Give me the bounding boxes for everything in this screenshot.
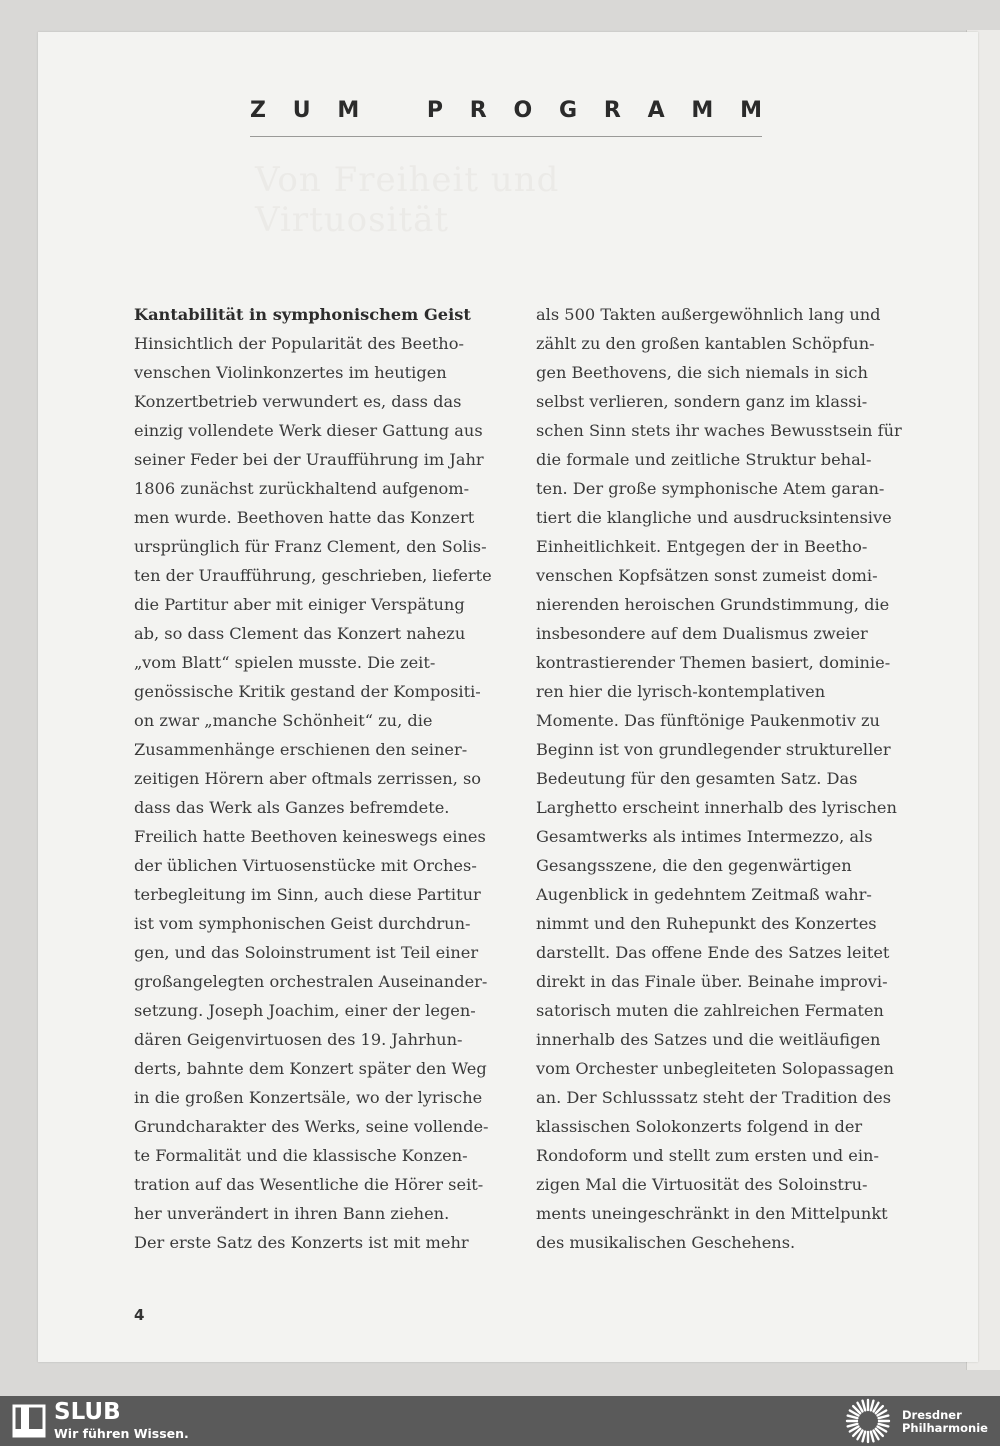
text-column-left: [134, 300, 492, 1257]
slub-logo-icon: [12, 1404, 46, 1438]
text-line-right: selbst verlieren, sondern ganz im klassi-: [536, 392, 868, 411]
text-line-right: nimmt und den Ruhepunkt des Konzertes: [536, 914, 877, 933]
partner-name-line2: Philharmonie: [902, 1421, 988, 1435]
text-line-left: Zusammenhänge erschienen den seiner-: [134, 740, 468, 759]
bleed-through-text: Von Freiheit und Virtuosität: [255, 160, 560, 240]
text-line-left: terbegleitung im Sinn, auch diese Partitur: [134, 885, 481, 904]
slub-name[interactable]: SLUB: [54, 1399, 121, 1425]
text-line-right: als 500 Takten außergewöhnlich lang und: [536, 305, 881, 324]
partner-name[interactable]: [902, 1409, 998, 1435]
section-header: [250, 98, 762, 123]
text-line-left: derts, bahnte dem Konzert später den Weg: [134, 1059, 487, 1078]
header-letter: [386, 98, 400, 123]
sunburst-ray: [871, 1432, 874, 1442]
header-letter: U: [292, 98, 311, 123]
text-line-right: Gesangsszene, die den gegenwärtigen: [536, 856, 852, 875]
text-line-left: tration auf das Wesentliche die Hörer seit-: [134, 1175, 484, 1194]
page-number: 4: [134, 1306, 145, 1324]
header-letter: P: [426, 98, 443, 123]
text-line-left: 1806 zunächst zurückhaltend aufgenom-: [134, 479, 470, 498]
text-line-right: innerhalb des Satzes und die weitläufigen: [536, 1030, 881, 1049]
text-line-right: an. Der Schlusssatz steht der Tradition des: [536, 1088, 892, 1107]
text-line-right: des musikalischen Geschehens.: [536, 1233, 796, 1252]
text-line-left: men wurde. Beethoven hatte das Konzert: [134, 508, 475, 527]
header-letter: A: [647, 98, 665, 123]
sunburst-ray: [863, 1432, 866, 1442]
text-line-left: ist vom symphonischen Geist durchdrun-: [134, 914, 471, 933]
header-letter: G: [558, 98, 578, 123]
footer-bar: [0, 1396, 1000, 1446]
text-line-right: Rondoform und stellt zum ersten und ein-: [536, 1146, 879, 1165]
text-line-right: ren hier die lyrisch-kontemplativen: [536, 682, 826, 701]
text-line-right: Einheitlichkeit. Entgegen der in Beetho-: [536, 537, 868, 556]
text-line-left: einzig vollendete Werk dieser Gattung aus: [134, 421, 483, 440]
text-line-right: klassischen Solokonzerts folgend in der: [536, 1117, 863, 1136]
sunburst-ray: [848, 1424, 858, 1427]
sunburst-ray: [879, 1416, 889, 1419]
text-line-left: die Partitur aber mit einiger Verspätung: [134, 595, 465, 614]
sunburst-ray: [879, 1424, 889, 1427]
header-letter: Z: [250, 98, 266, 123]
text-line-left: dären Geigenvirtuosen des 19. Jahrhun-: [134, 1030, 463, 1049]
text-line-right: direkt in das Finale über. Beinahe improvi-: [536, 972, 888, 991]
text-line-left: setzung. Joseph Joachim, einer der legen-: [134, 1001, 476, 1020]
text-line-right: venschen Kopfsätzen sonst zumeist domi-: [536, 566, 878, 585]
text-line-left: Freilich hatte Beethoven keineswegs eines: [134, 827, 486, 846]
text-line-left: seiner Feder bei der Uraufführung im Jahr: [134, 450, 484, 469]
slub-tagline: Wir führen Wissen.: [54, 1426, 189, 1441]
text-line-right: insbesondere auf dem Dualismus zweier: [536, 624, 868, 643]
header-rule: [250, 136, 762, 137]
text-line-right: ments uneingeschränkt in den Mittelpunkt: [536, 1204, 888, 1223]
text-line-left: her unverändert in ihren Bann ziehen.: [134, 1204, 450, 1223]
text-line-left: te Formalität und die klassische Konzen-: [134, 1146, 468, 1165]
text-line-right: Bedeutung für den gesamten Satz. Das: [536, 769, 858, 788]
text-line-left: ab, so dass Clement das Konzert nahezu: [134, 624, 466, 643]
text-line-right: nierenden heroischen Grundstimmung, die: [536, 595, 890, 614]
text-line-left: ten der Uraufführung, geschrieben, lieferte: [134, 566, 492, 585]
text-line-left: zeitigen Hörern aber oftmals zerrissen, so: [134, 769, 482, 788]
text-line-right: ten. Der große symphonische Atem garan-: [536, 479, 885, 498]
text-line-right: kontrastierender Themen basiert, dominie-: [536, 653, 891, 672]
header-letter: M: [337, 98, 360, 123]
sunburst-ray: [848, 1416, 858, 1419]
header-letter: M: [740, 98, 762, 123]
dresdner-philharmonie-logo-icon: [843, 1397, 893, 1445]
text-line-right: Beginn ist von grundlegender struktureller: [536, 740, 891, 759]
text-line-right: zählt zu den großen kantablen Schöpfun-: [536, 334, 875, 353]
text-line-right: Augenblick in gedehntem Zeitmaß wahr-: [536, 885, 872, 904]
header-letter: R: [469, 98, 487, 123]
text-line-left: Hinsichtlich der Popularität des Beetho-: [134, 334, 464, 353]
text-line-right: Larghetto erscheint innerhalb des lyrischen: [536, 798, 897, 817]
text-line-left: gen, und das Soloinstrument ist Teil einer: [134, 943, 479, 962]
text-line-right: gen Beethovens, die sich niemals in sich: [536, 363, 868, 382]
text-line-left: venschen Violinkonzertes im heutigen: [134, 363, 447, 382]
text-line-left: dass das Werk als Ganzes befremdete.: [134, 798, 450, 817]
text-column-right: [536, 300, 902, 1257]
sunburst-ray: [871, 1401, 874, 1411]
article-heading: Kantabilität in symphonischem Geist: [134, 305, 471, 324]
text-line-right: die formale und zeitliche Struktur behal-: [536, 450, 872, 469]
text-line-right: Gesamtwerks als intimes Intermezzo, als: [536, 827, 873, 846]
text-line-left: in die großen Konzertsäle, wo der lyrische: [134, 1088, 483, 1107]
text-line-right: schen Sinn stets ihr waches Bewusstsein für: [536, 421, 902, 440]
text-line-right: Momente. Das fünftönige Paukenmotiv zu: [536, 711, 880, 730]
text-line-left: großangelegten orchestralen Auseinander-: [134, 972, 488, 991]
text-line-left: Der erste Satz des Konzerts ist mit mehr: [134, 1233, 469, 1252]
header-letter: O: [513, 98, 533, 123]
partner-name-line1: Dresdner: [902, 1408, 962, 1422]
text-line-right: tiert die klangliche und ausdrucksintensive: [536, 508, 892, 527]
text-line-left: ursprünglich für Franz Clement, den Solis-: [134, 537, 487, 556]
text-line-left: on zwar „manche Schönheit“ zu, die: [134, 711, 433, 730]
header-letter: R: [603, 98, 621, 123]
text-line-left: der üblichen Virtuosenstücke mit Orches-: [134, 856, 477, 875]
sunburst-ray: [863, 1401, 866, 1411]
text-line-left: Grundcharakter des Werks, seine vollende-: [134, 1117, 489, 1136]
text-line-left: „vom Blatt“ spielen musste. Die zeit-: [134, 653, 436, 672]
text-line-right: darstellt. Das offene Ende des Satzes leitet: [536, 943, 890, 962]
text-line-right: satorisch muten die zahlreichen Fermaten: [536, 1001, 884, 1020]
right-column-body: [536, 300, 902, 1257]
left-column-body: [134, 329, 492, 1257]
text-line-left: Konzertbetrieb verwundert es, dass das: [134, 392, 462, 411]
text-line-right: vom Orchester unbegleiteten Solopassagen: [536, 1059, 894, 1078]
text-line-right: zigen Mal die Virtuosität des Soloinstru-: [536, 1175, 868, 1194]
header-letter: M: [691, 98, 714, 123]
text-line-left: genössische Kritik gestand der Kompositi-: [134, 682, 481, 701]
